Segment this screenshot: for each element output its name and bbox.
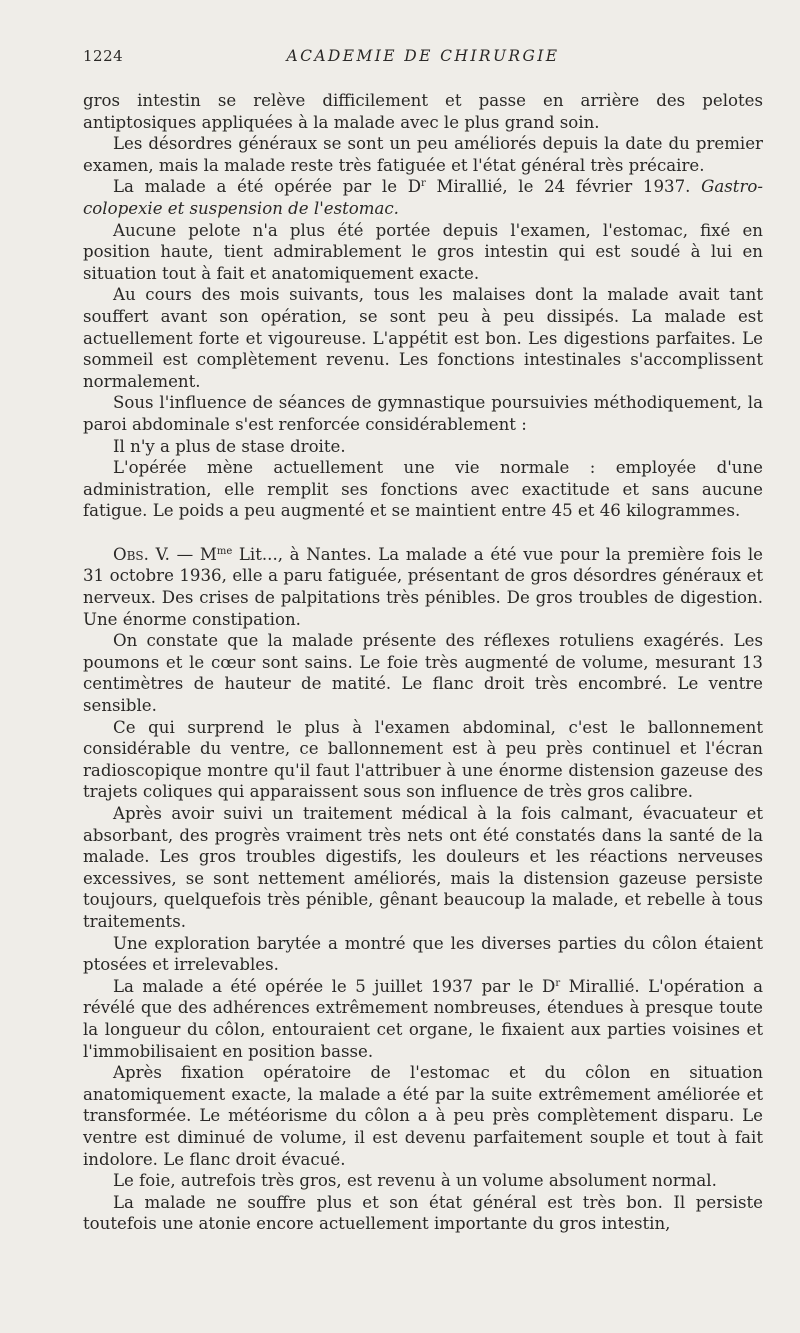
paragraph: Les désordres généraux se sont un peu améliorés depuis la date du premier examen, mais la malade reste très fatiguée et l'état général très précaire. — [83, 134, 763, 175]
body-text — [83, 90, 763, 1235]
paragraph: Il n'y a plus de stase droite. — [113, 436, 346, 456]
section-gap — [83, 522, 763, 544]
paragraph: Ce qui surprend le plus à l'examen abdominal, c'est le ballonnement considérable du ventre, ce ballonnement est à peu près continuel et l'écran radioscopique montre qu'il faut l'attribuer à une énorme distension gazeuse des trajets coliques qui apparaissent sous son influence de très gros calibre. — [83, 717, 763, 802]
paragraph: Au cours des mois suivants, tous les malaises dont la malade avait tant souffert avant son opération, se sont peu à peu dissipés. La malade est actuellement forte et vigoureuse. L'appétit est bon. Les digestions parfaites. Le sommeil est complètement revenu. Les fonctions intestinales s'accomplissent normalement. — [83, 285, 763, 391]
paragraph — [83, 976, 763, 1062]
superscript: r — [421, 178, 426, 190]
text-run: Mirallié, le 24 février 1937. — [425, 177, 702, 197]
page-header — [83, 47, 763, 69]
paragraph: Aucune pelote n'a plus été portée depuis l'examen, l'estomac, fixé en position haute, tient admirablement le gros intestin qui est soudé à lui en situation tout à fait et anatomiquement exacte. — [83, 220, 763, 283]
paragraph: Après fixation opératoire de l'estomac et du côlon en situation anatomiquement exacte, la malade a été par la suite extrêmement améliorée et transformée. Le météorisme du côlon a à peu près complètement disparu. Le ventre est diminué de volume, il est devenu parfaitement souple et tout à fait indolore. Le flanc droit évacué. — [83, 1063, 763, 1169]
superscript: me — [216, 545, 233, 557]
running-title: ACADEMIE DE CHIRURGIE — [286, 47, 560, 65]
paragraph: On constate que la malade présente des réflexes rotuliens exagérés. Les poumons et le cœur sont sains. Le foie très augmenté de volume, mesurant 13 centimètres de hauteur de matité. Le flanc droit très encombré. Le ventre sensible. — [83, 631, 763, 716]
paragraph: La malade ne souffre plus et son état général est très bon. Il persiste toutefois une atonie encore actuellement importante du gros intestin, — [83, 1192, 763, 1234]
text-run: — M — [169, 544, 217, 564]
paragraph: L'opérée mène actuellement une vie normale : employée d'une administration, elle remplit ses fonctions avec exactitude et sans aucune fatigue. Le poids a peu augmenté et se maintient entre 45 et 46 kilogrammes. — [83, 458, 763, 521]
text-run: Lit..., à Nantes. La malade a été vue pour la première fois le 31 octobre 1936, elle a paru fatiguée, présentant de gros désordres généraux et nerveux. Des crises de palpitations très pénibles. De gros troubles de digestion. Une énorme constipation. — [83, 544, 763, 629]
paragraph: Après avoir suivi un traitement médical à la fois calmant, évacuateur et absorbant, des progrès vraiment très nets ont été constatés dans la santé de la malade. Les gros troubles digestifs, les douleurs et les réactions nerveuses excessives, se sont nettement améliorés, mais la distension gazeuse persiste toujours, quelquefois très pénible, gênant beaucoup la malade, et rebelle à tous traitements. — [83, 804, 763, 931]
text-run: Mirallié. L'opération a révélé que des adhérences extrêmement nombreuses, étendues à presque toute la longueur du côlon, entouraient cet organe, le fixaient aux parties voisines et l'immobilisaient en position basse. — [83, 976, 763, 1061]
paragraph — [83, 176, 763, 219]
paragraph: Sous l'influence de séances de gymnastique poursuivies méthodiquement, la paroi abdominale s'est renforcée considérablement : — [83, 393, 763, 434]
text-run: La malade a été opérée le 5 juillet 1937 par le D — [113, 976, 556, 996]
italic-text: Gastro-colopexie et suspension de l'estomac. — [83, 177, 763, 218]
paragraph: gros intestin se relève difficilement et passe en arrière des pelotes antiptosiques appliquées à la malade avec le plus grand soin. — [83, 91, 763, 132]
observation-label: Obs. V. — [113, 544, 170, 564]
observation-paragraph — [83, 544, 763, 630]
page-number: 1224 — [83, 47, 124, 65]
text-run: La malade a été opérée par le D — [113, 177, 422, 197]
superscript: r — [555, 977, 561, 989]
paragraph: Le foie, autrefois très gros, est revenu à un volume absolument normal. — [113, 1171, 717, 1191]
paragraph: Une exploration barytée a montré que les diverses parties du côlon étaient ptosées et irrelevables. — [83, 933, 763, 975]
